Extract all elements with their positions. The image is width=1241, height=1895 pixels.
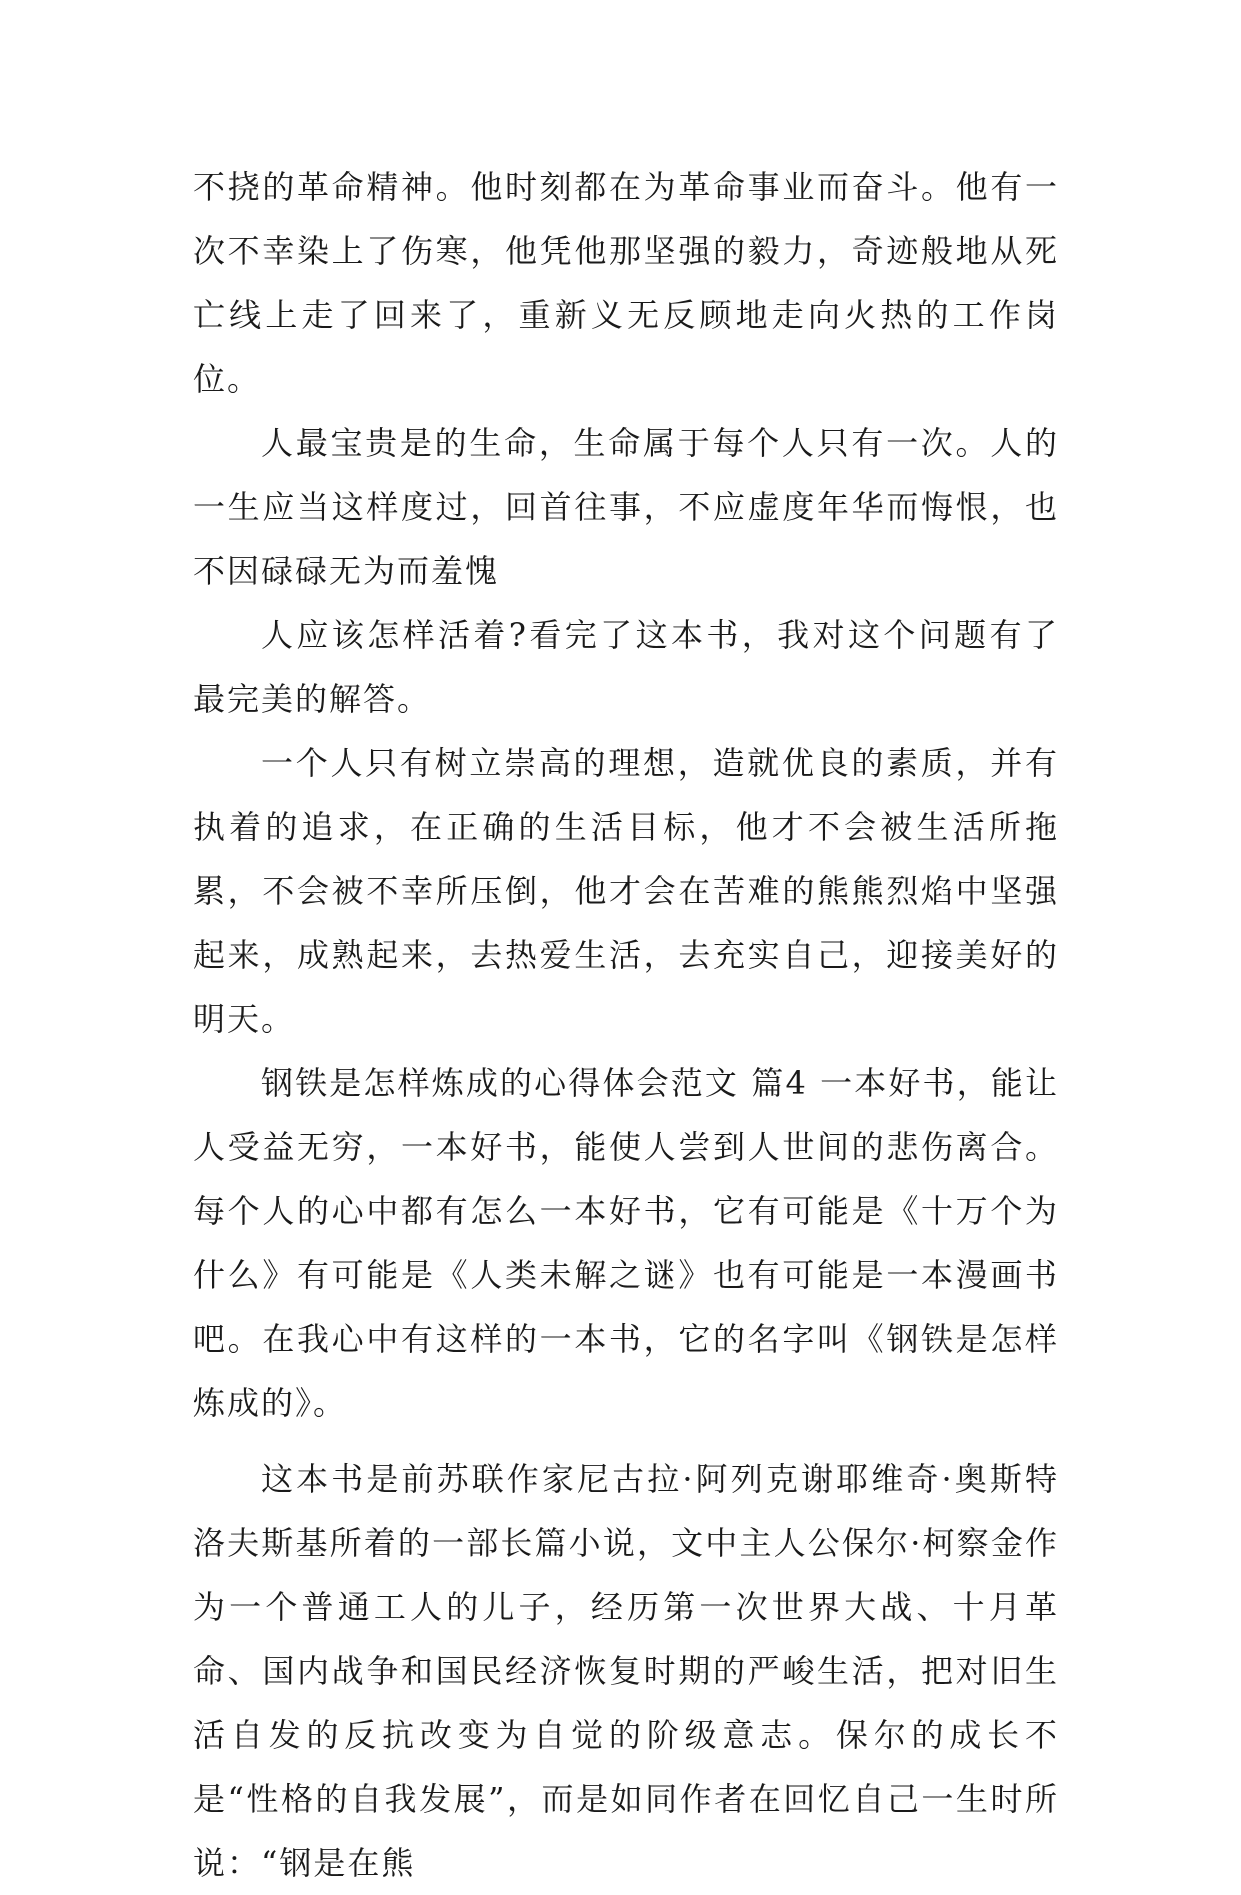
paragraph-1: 不挠的革命精神。他时刻都在为革命事业而奋斗。他有一次不幸染上了伤寒，他凭他那坚强的毅力，奇迹般地从死亡线上走了回来了，重新义无反顾地走向火热的工作岗位。	[193, 168, 1059, 398]
paragraph-6: 这本书是前苏联作家尼古拉·阿列克谢耶维奇·奥斯特洛夫斯基所着的一部长篇小说，文中主人公保尔·柯察金作为一个普通工人的儿子，经历第一次世界大战、十月革命、国内战争和国民经济恢复时期的严峻生活，把对旧生活自发的反抗改变为自觉的阶级意志。保尔的成长不是“性格的自我发展”，而是如同作者在回忆自己一生时所说：“钢是在熊	[193, 1460, 1059, 1882]
document-body	[193, 155, 1059, 1895]
paragraph-5: 钢铁是怎样炼成的心得体会范文 篇4 一本好书，能让人受益无穷，一本好书，能使人尝到人世间的悲伤离合。每个人的心中都有怎么一本好书，它有可能是《十万个为什么》有可能是《人类未解之谜》也有可能是一本漫画书吧。在我心中有这样的一本书，它的名字叫《钢铁是怎样炼成的》。	[193, 1064, 1059, 1422]
paragraph-3: 人应该怎样活着?看完了这本书，我对这个问题有了最完美的解答。	[193, 616, 1059, 718]
paragraph-4: 一个人只有树立崇高的理想，造就优良的素质，并有执着的追求，在正确的生活目标，他才不会被生活所拖累，不会被不幸所压倒，他才会在苦难的熊熊烈焰中坚强起来，成熟起来，去热爱生活，去充实自己，迎接美好的明天。	[193, 744, 1059, 1038]
paragraph-2: 人最宝贵是的生命，生命属于每个人只有一次。人的一生应当这样度过，回首往事，不应虚度年华而悔恨，也不因碌碌无为而羞愧	[193, 424, 1059, 590]
